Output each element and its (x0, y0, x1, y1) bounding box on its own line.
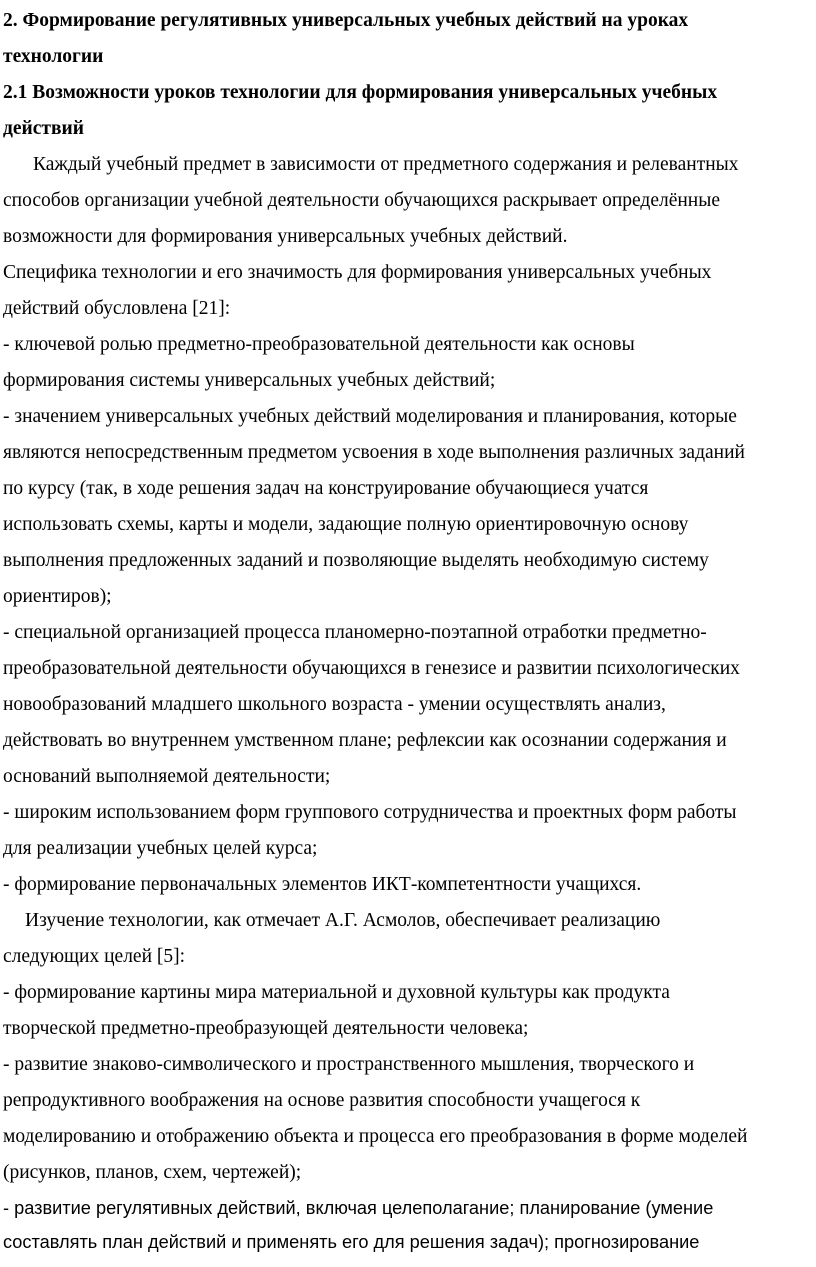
text-line: являются непосредственным предметом усвоения в ходе выполнения различных заданий (3, 442, 745, 463)
text-line: составлять план действий и применять его для решения задач); прогнозирование (3, 1232, 700, 1252)
text-line: - ключевой ролью предметно-преобразовательной деятельности как основы (3, 334, 635, 355)
text-line: формирования системы универсальных учебных действий; (3, 370, 496, 391)
text-line: - специальной организацией процесса планомерно-поэтапной отработки предметно- (3, 622, 707, 643)
text-line: (рисунков, планов, схем, чертежей); (3, 1162, 302, 1183)
heading-line: действий (3, 118, 84, 139)
text-line: оснований выполняемой деятельности; (3, 766, 331, 787)
text-line: использовать схемы, карты и модели, задающие полную ориентировочную основу (3, 514, 689, 535)
list-item (3, 1047, 816, 1191)
list-item (3, 867, 816, 903)
list-item (3, 399, 816, 615)
text-line: выполнения предложенных заданий и позволяющие выделять необходимую систему (3, 550, 709, 571)
text-line: преобразовательной деятельности обучающихся в генезисе и развитии психологических (3, 658, 740, 679)
text-line: Каждый учебный предмет в зависимости от предметного содержания и релевантных (33, 154, 739, 175)
list-item (3, 975, 816, 1047)
text-line: Изучение технологии, как отмечает А.Г. Асмолов, обеспечивает реализацию (25, 910, 661, 931)
text-line: по курсу (так, в ходе решения задач на конструирование обучающиеся учатся (3, 478, 649, 499)
text-line: - формирование первоначальных элементов ИКТ-компетентности учащихся. (3, 874, 642, 895)
paragraph-specifics (3, 255, 816, 327)
paragraph-intro (3, 147, 816, 255)
list-item (3, 327, 816, 399)
text-line: для реализации учебных целей курса; (3, 838, 318, 859)
list-item (3, 615, 816, 795)
subsection-heading (3, 75, 816, 147)
paragraph-goals (3, 903, 816, 975)
text-line: действий обусловлена [21]: (3, 298, 231, 319)
text-line: - значением универсальных учебных действий моделирования и планирования, которые (3, 406, 737, 427)
list-item (3, 1191, 816, 1259)
text-line: - развитие знаково-символического и пространственного мышления, творческого и (3, 1054, 695, 1075)
text-line: возможности для формирования универсальных учебных действий. (3, 226, 568, 247)
section-heading (3, 3, 816, 75)
text-line: - широким использованием форм группового сотрудничества и проектных форм работы (3, 802, 737, 823)
text-line: репродуктивного воображения на основе развития способности учащегося к (3, 1090, 641, 1111)
text-line: творческой предметно-преобразующей деятельности человека; (3, 1018, 529, 1039)
text-line: моделированию и отображению объекта и процесса его преобразования в форме моделей (3, 1126, 748, 1147)
heading-line: 2. Формирование регулятивных универсальных учебных действий на уроках (3, 10, 689, 31)
heading-line: технологии (3, 46, 104, 67)
text-line: - формирование картины мира материальной и духовной культуры как продукта (3, 982, 670, 1003)
text-line: следующих целей [5]: (3, 946, 186, 967)
heading-line: 2.1 Возможности уроков технологии для формирования универсальных учебных (3, 82, 718, 103)
text-line: Специфика технологии и его значимость для формирования универсальных учебных (3, 262, 712, 283)
text-line: новообразований младшего школьного возраста - умении осуществлять анализ, (3, 694, 666, 715)
text-line: способов организации учебной деятельности обучающихся раскрывает определённые (3, 190, 720, 211)
text-line: - развитие регулятивных действий, включая целеполагание; планирование (умение (3, 1198, 714, 1218)
text-line: действовать во внутреннем умственном плане; рефлексии как осознании содержания и (3, 730, 727, 751)
list-item (3, 795, 816, 867)
text-line: ориентиров); (3, 586, 112, 607)
